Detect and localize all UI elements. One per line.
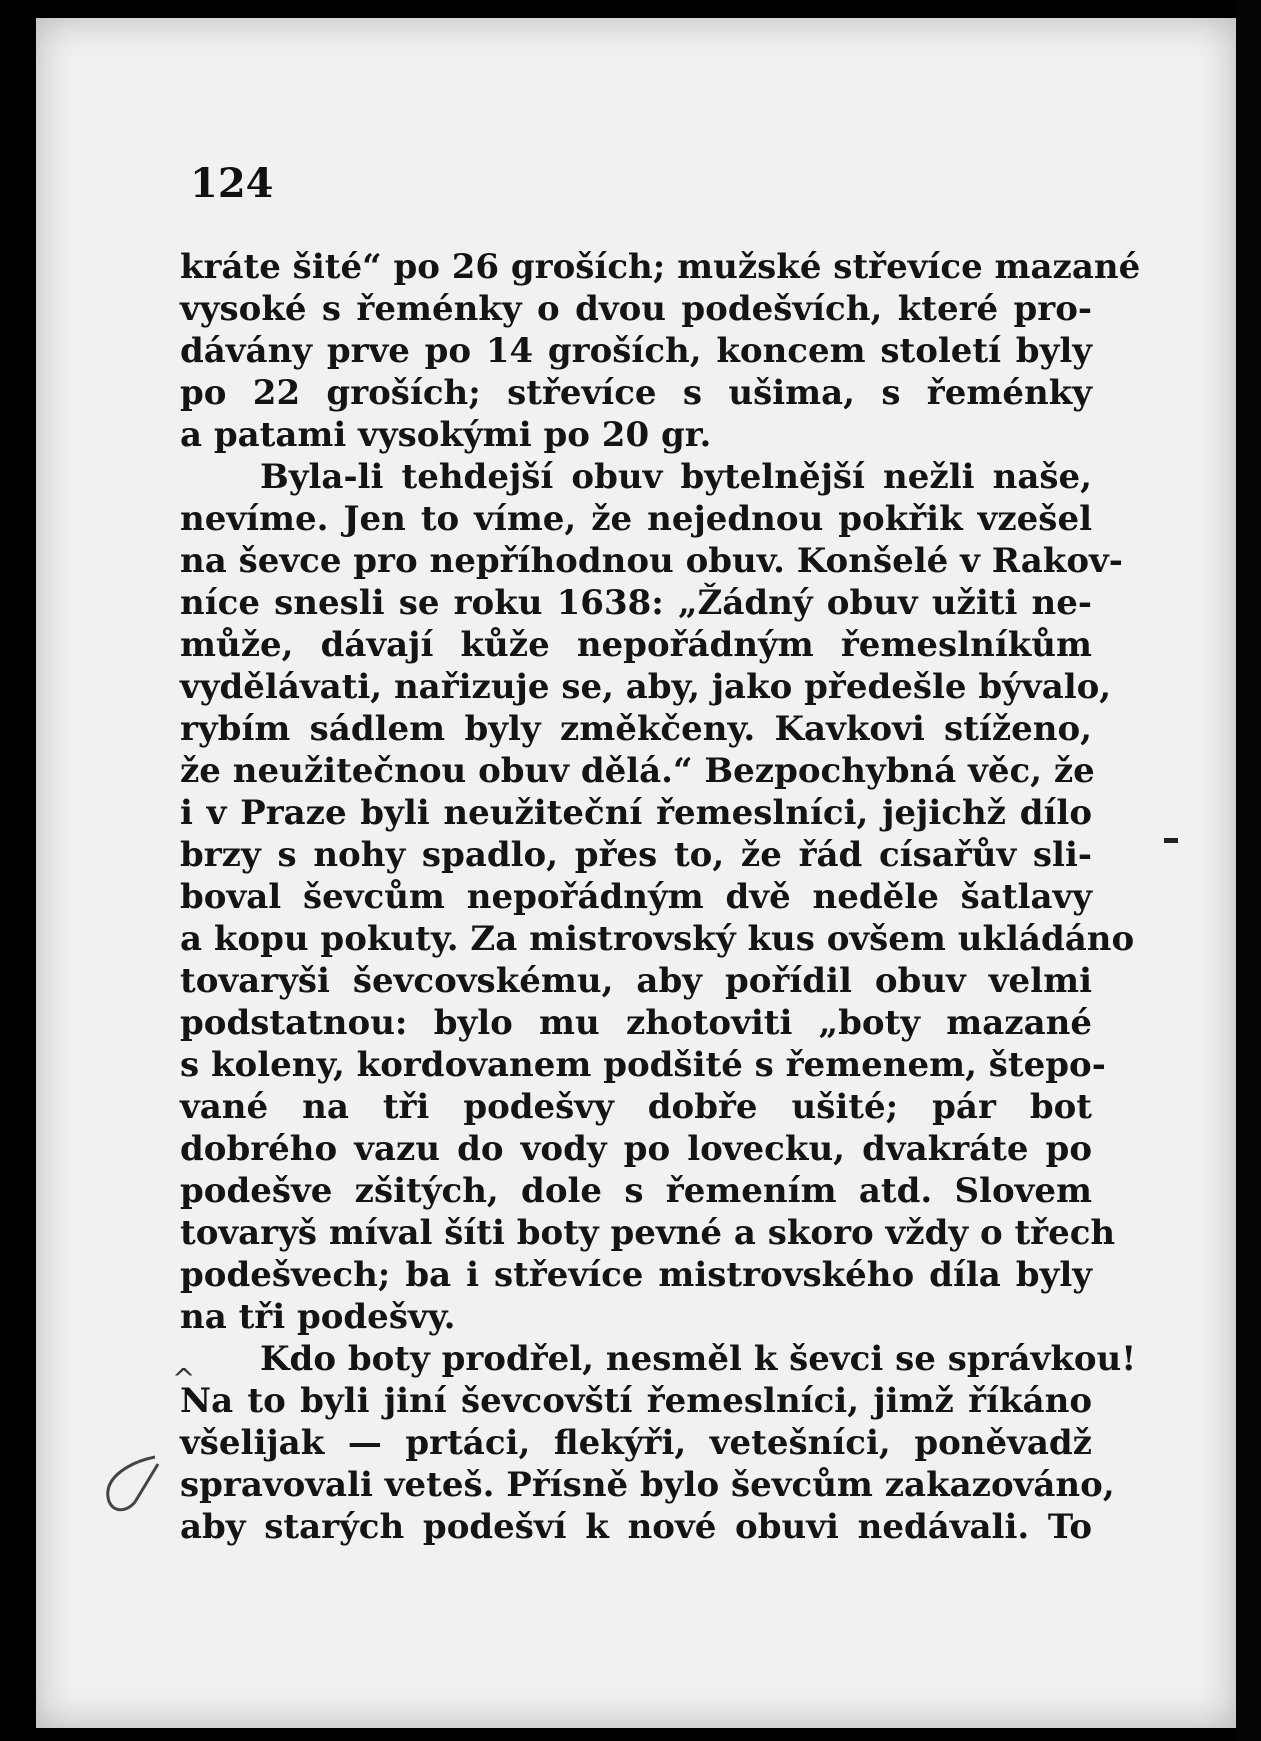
text-line: dávány prve po 14 groších, koncem století byly bbox=[180, 331, 1092, 371]
text-line: všelijak — prtáci, flekýři, vetešníci, poněvadž bbox=[180, 1423, 1092, 1463]
text-line: Byla-li tehdejší obuv bytelnější nežli naše, bbox=[260, 457, 1092, 497]
text-line: může, dávají kůže nepořádným řemeslníkům bbox=[180, 625, 1092, 665]
text-line: podešve zšitých, dole s řemením atd. Slovem bbox=[180, 1171, 1092, 1211]
handwritten-caret-mark: ^ bbox=[172, 1362, 196, 1395]
text-line: níce snesli se roku 1638: „Žádný obuv užiti ne- bbox=[180, 583, 1092, 623]
scan-border bbox=[1236, 0, 1261, 1741]
margin-dash-mark bbox=[1164, 838, 1178, 843]
text-line: po 22 groších; střevíce s ušima, s řeménky bbox=[180, 373, 1092, 413]
text-line: na tři podešvy. bbox=[180, 1297, 456, 1337]
text-line: dobrého vazu do vody po lovecku, dvakráte po bbox=[180, 1129, 1092, 1169]
text-line: rybím sádlem byly změkčeny. Kavkovi stíženo, bbox=[180, 709, 1092, 749]
text-line: že neužitečnou obuv dělá.“ Bezpochybná věc, že bbox=[180, 751, 1095, 791]
text-line: podešvech; ba i střevíce mistrovského díla byly bbox=[180, 1255, 1092, 1295]
text-line: vysoké s řeménky o dvou podešvích, které pro- bbox=[180, 289, 1092, 329]
text-line: a kopu pokuty. Za mistrovský kus ovšem ukládáno bbox=[180, 919, 1135, 959]
text-line: nevíme. Jen to víme, že nejednou pokřik vzešel bbox=[180, 499, 1092, 539]
text-line: aby starých podešví k nové obuvi nedávali. To bbox=[180, 1507, 1092, 1547]
page-number: 124 bbox=[190, 160, 274, 207]
text-line: i v Praze byli neužiteční řemeslníci, jejichž dílo bbox=[180, 793, 1092, 833]
text-line: Na to byli jiní ševcovští řemeslníci, jimž říkáno bbox=[180, 1381, 1092, 1421]
text-line: kráte šité“ po 26 groších; mužské střevíce mazané bbox=[180, 247, 1141, 287]
text-line: tovaryši ševcovskému, aby pořídil obuv velmi bbox=[180, 961, 1092, 1001]
text-line: s koleny, kordovanem podšité s řemenem, štepo- bbox=[180, 1045, 1106, 1085]
text-line: a patami vysokými po 20 gr. bbox=[180, 415, 712, 455]
text-line: vydělávati, nařizuje se, aby, jako předešle bývalo, bbox=[180, 667, 1112, 707]
text-line: brzy s nohy spadlo, přes to, že řád císařův sli- bbox=[180, 835, 1092, 875]
text-line: vané na tři podešvy dobře ušité; pár bot bbox=[180, 1087, 1092, 1127]
body-text bbox=[180, 246, 1141, 1548]
text-line: tovaryš míval šíti boty pevné a skoro vždy o třech bbox=[180, 1213, 1116, 1253]
text-line: Kdo boty prodřel, nesměl k ševci se správkou! bbox=[260, 1339, 1137, 1379]
text-line: na ševce pro nepříhodnou obuv. Konšelé v Rakov- bbox=[180, 541, 1123, 581]
text-line: boval ševcům nepořádným dvě neděle šatlavy bbox=[180, 877, 1092, 917]
text-line: spravovali veteš. Přísně bylo ševcům zakazováno, bbox=[180, 1465, 1115, 1505]
handwritten-bracket-mark bbox=[100, 1452, 160, 1522]
text-line: podstatnou: bylo mu zhotoviti „boty mazané bbox=[180, 1003, 1092, 1043]
